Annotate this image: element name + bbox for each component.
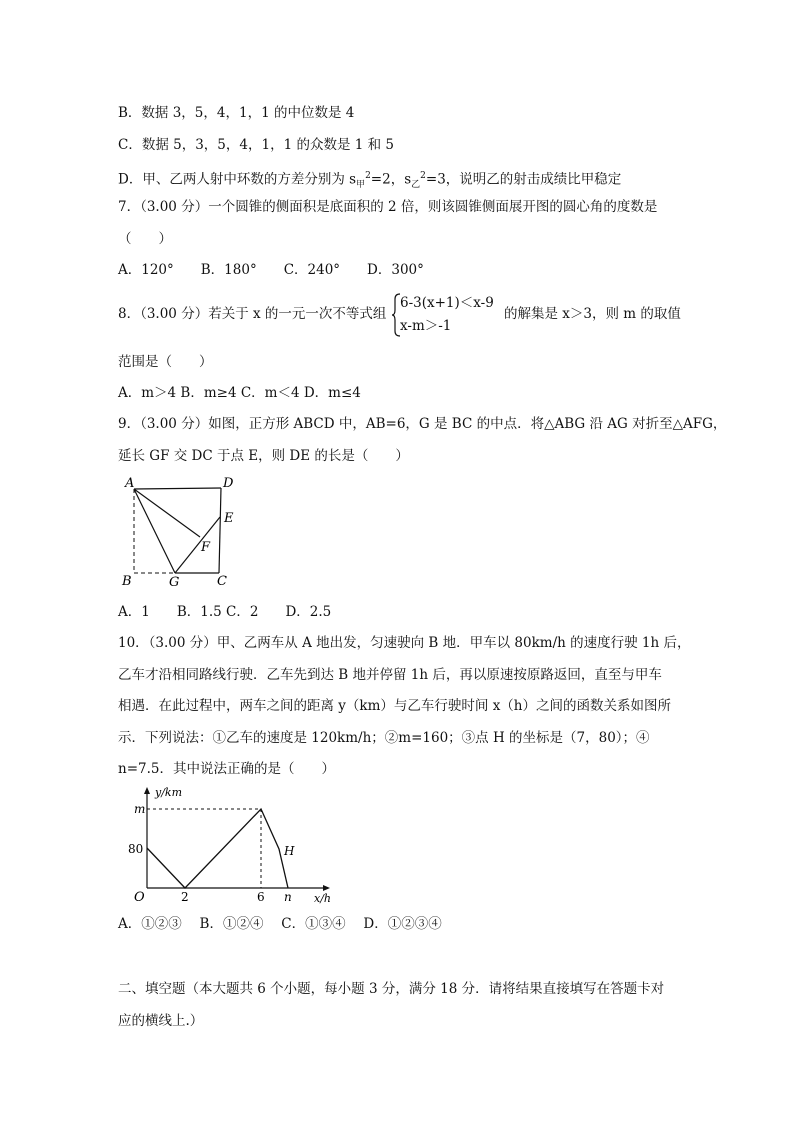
section2-line-2: 应的横线上.） <box>118 1013 204 1029</box>
segment-af <box>134 489 200 537</box>
label-x2: 2 <box>181 890 189 904</box>
edge-ad <box>134 488 221 489</box>
q10-stem-3: 相遇．在此过程中，两车之间的距离 y（km）与乙车行驶时间 x（h）之间的函数关系如图所 <box>118 698 671 714</box>
q9-stem-1: 9．（3.00 分）如图，正方形 ABCD 中，AB=6，G 是 BC 的中点．将△ABG 沿 AG 对折至△AFG， <box>118 416 727 432</box>
label-ylabel: y/km <box>155 786 183 799</box>
distance-curve <box>147 809 288 888</box>
option-d-text-1: D．甲、乙两人射中环数的方差分别为 s <box>118 171 357 188</box>
q9-figure <box>115 474 245 592</box>
option-d-text-2: =2，s <box>370 171 412 188</box>
q10-graph <box>118 784 340 906</box>
subscript-yi: 乙 <box>411 180 421 191</box>
subscript-jia: 甲 <box>356 180 366 191</box>
label-d: D <box>223 476 234 491</box>
q7-options: A．120° B．180° C．240° D．300° <box>118 262 424 278</box>
segment-ag <box>134 489 175 573</box>
label-h: H <box>284 844 295 858</box>
segment-ge <box>175 517 220 573</box>
label-x6: 6 <box>257 890 265 904</box>
inequality-2: x-m＞-1 <box>400 318 452 334</box>
label-b: B <box>122 574 132 589</box>
q9-stem-2: 延长 GF 交 DC 于点 E，则 DE 的长是（ ） <box>118 448 409 464</box>
superscript-2-a: 2 <box>365 171 371 181</box>
label-c: C <box>217 574 227 589</box>
edge-dc <box>219 488 221 573</box>
label-80: 80 <box>128 842 144 856</box>
q8-stem-post: 的解集是 x＞3，则 m 的取值 <box>504 306 681 322</box>
y-axis-arrow-icon <box>144 787 150 794</box>
section2-line-1: 二、填空题（本大题共 6 个小题，每小题 3 分，满分 18 分．请将结果直接填写在答题卡对 <box>118 981 665 997</box>
label-a: A <box>125 476 135 491</box>
q8-stem-pre: 8．（3.00 分）若关于 x 的一元一次不等式组 <box>118 306 387 322</box>
option-d-q6 <box>118 167 621 194</box>
superscript-2-b: 2 <box>420 171 426 181</box>
option-b-q6: B．数据 3，5，4，1，1 的中位数是 4 <box>118 105 355 121</box>
q10-stem-2: 乙车才沿相同路线行驶．乙车先到达 B 地并停留 1h 后，再以原速按原路返回，直至与甲车 <box>118 667 662 683</box>
q7-paren: （ ） <box>118 231 172 247</box>
q7-stem: 7．（3.00 分）一个圆锥的侧面积是底面积的 2 倍，则该圆锥侧面展开图的圆心角的度数是 <box>118 199 658 215</box>
inequality-system <box>392 293 510 337</box>
x-axis-arrow-icon <box>323 885 330 891</box>
q10-stem-4: 示．下列说法：①乙车的速度是 120km/h；②m=160；③点 H 的坐标是（7，80）；④ <box>118 730 650 746</box>
q10-stem-5: n=7.5．其中说法正确的是（ ） <box>118 761 335 777</box>
option-c-q6: C．数据 5，3，5，4，1，1 的众数是 1 和 5 <box>118 137 394 153</box>
label-xlabel: x/h <box>314 892 331 905</box>
q9-options: A．1 B．1.5 C．2 D．2.5 <box>118 604 332 620</box>
q10-options: A．①②③ B．①②④ C．①③④ D．①②③④ <box>118 916 442 932</box>
option-d-text-3: =3，说明乙的射击成绩比甲稳定 <box>425 171 622 188</box>
label-origin: O <box>134 890 145 905</box>
q10-stem-1: 10．（3.00 分）甲、乙两车从 A 地出发，匀速驶向 B 地．甲车以 80km/h 的速度行驶 1h 后， <box>118 635 691 651</box>
label-g: G <box>169 575 180 590</box>
label-n: n <box>284 890 292 904</box>
inequality-1: 6-3(x+1)＜x-9 <box>400 295 494 311</box>
label-f: F <box>201 540 211 555</box>
label-e: E <box>224 511 234 526</box>
label-m: m <box>134 802 146 816</box>
q8-options: A．m＞4 B．m≥4 C．m＜4 D．m≤4 <box>118 385 361 401</box>
q8-stem-cont: 范围是（ ） <box>118 354 213 370</box>
